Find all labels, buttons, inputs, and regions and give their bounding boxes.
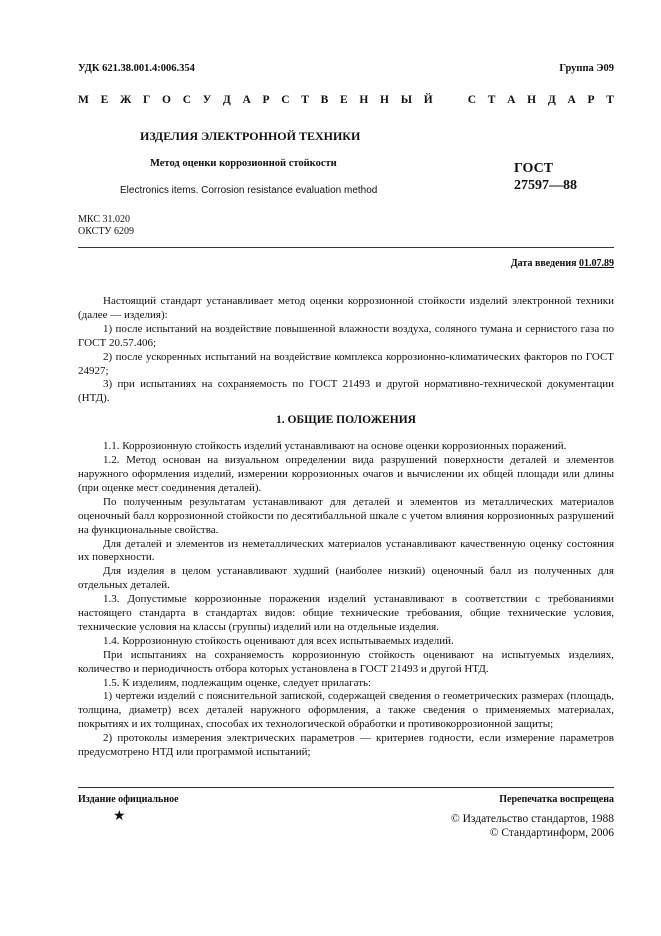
copyright-block <box>451 812 614 840</box>
official-edition: Издание официальное <box>78 794 179 805</box>
banner-letter: Й <box>423 94 433 106</box>
banner-letter: Д <box>547 94 556 106</box>
document-title: ИЗДЕЛИЯ ЭЛЕКТРОННОЙ ТЕХНИКИ <box>140 129 361 143</box>
banner-letter: А <box>507 94 516 106</box>
mks-code: МКС 31.020 <box>78 214 130 225</box>
banner-letter: Т <box>487 94 496 106</box>
english-title: Electronics items. Corrosion resistance evaluation method <box>120 185 378 196</box>
document-subtitle: Метод оценки коррозионной стойкости <box>150 158 337 169</box>
banner-letter: М <box>78 94 89 106</box>
section-heading: 1. ОБЩИЕ ПОЛОЖЕНИЯ <box>276 414 416 427</box>
gost-number: 27597—88 <box>514 178 577 193</box>
clause-paragraph: При испытаниях на сохраняемость коррозионную стойкость оценивают на испытуемых изделиях, количество и периодичность отбора которых установлена в ГОСТ 21493 и другой НТД. <box>78 648 614 675</box>
banner-letter: Р <box>262 94 270 106</box>
banner-letter: Т <box>301 94 309 106</box>
group-code: Группа Э09 <box>559 63 614 74</box>
star-icon: ★ <box>113 809 126 824</box>
banner-letter: Н <box>359 94 369 106</box>
clause-paragraph: 1.2. Метод основан на визуальном определении вида разрушений поверхности деталей и элементов наружного оформления изделий, измерении коррозионных очагов и вычислении их общей площади или длины (при оценке мест соединения деталей). <box>78 454 614 494</box>
banner-letter: В <box>320 94 329 106</box>
clause-paragraph: 2) протоколы измерения электрических параметров — критериев годности, если измерение параметров предусмотрено НТД или программой испытаний; <box>78 732 614 759</box>
okstu-code: ОКСТУ 6209 <box>78 226 135 237</box>
reprint-prohibited: Перепечатка воспрещена <box>499 794 614 805</box>
clause-paragraph: 1.3. Допустимые коррозионные поражения изделий устанавливают в соответствии с требованиями настоящего стандарта в стандартах видов: общие технические требования, общие технические условия, технические условия на классы (группы) изделий или на отдельные изделия. <box>78 593 614 633</box>
banner-letter: Ж <box>119 94 132 106</box>
intro-item: 3) при испытаниях на сохраняемость по ГОСТ 21493 и другой нормативно-технической документации (НТД). <box>78 378 614 405</box>
date-label: Дата введения <box>510 258 577 269</box>
classification-codes <box>78 214 134 238</box>
clause-paragraph: 1.4. Коррозионную стойкость оценивают для всех испытываемых изделий. <box>103 634 454 647</box>
udc-code: УДК 621.38.001.4:006.354 <box>78 63 195 74</box>
intro-item: 2) после ускоренных испытаний на воздействие комплекса коррозионно-климатических факторов по ГОСТ 24927; <box>78 350 614 377</box>
clause-paragraph: По полученным результатам устанавливают для деталей и элементов из металлических материалов оценочный балл коррозионной стойкости по десятибалльной шкале с учетом влияния коррозионных разрушений на функциональные свойства. <box>78 495 614 536</box>
gost-designation <box>514 160 577 194</box>
clause-paragraph: Для деталей и элементов из неметаллических материалов устанавливают качественную оценку состояния их поверхности. <box>78 537 614 564</box>
banner-letter: Д <box>222 94 231 106</box>
clause-paragraph: 1.1. Коррозионную стойкость изделий устанавливают на основе оценки коррозионных поражений. <box>103 440 567 453</box>
banner-letter: А <box>567 94 576 106</box>
copyright-line: © Издательство стандартов, 1988 <box>450 813 614 825</box>
interstate-standard-banner <box>78 94 614 106</box>
banner-letter: Е <box>340 94 348 106</box>
banner-letter: С <box>182 94 192 106</box>
banner-letter: С <box>281 94 290 106</box>
banner-letter: Н <box>380 94 389 106</box>
banner-letter: Е <box>100 94 109 106</box>
date-value: 01.07.89 <box>579 258 614 269</box>
intro-item: 1) после испытаний на воздействие повышенной влажности воздуха, соляного тумана и сернистого газа по ГОСТ 20.57.406; <box>78 322 614 349</box>
copyright-line: © Стандартинформ, 2006 <box>489 827 614 839</box>
banner-letter: А <box>242 94 251 106</box>
effective-date <box>511 258 614 269</box>
banner-letter: О <box>162 94 171 106</box>
banner-letter: Н <box>527 94 537 106</box>
banner-letter: Т <box>606 94 614 106</box>
banner-letter: У <box>202 94 212 106</box>
clause-paragraph: 1) чертежи изделий с пояснительной запиской, содержащей сведения о геометрических размерах (площадь, толщина, диаметр) всех деталей наружного оформления, а также сведения о применяемых материалах, покрытиях и их толщинах, способах их технологической обработки и противокоррозионной защиты; <box>78 690 614 731</box>
banner-letter: Г <box>143 94 151 106</box>
header-rule <box>78 247 614 248</box>
gost-label: ГОСТ <box>514 161 554 176</box>
intro-paragraph: Настоящий стандарт устанавливает метод оценки коррозионной стойкости изделий электронной техники (далее — изделия): <box>78 295 614 321</box>
footer-rule <box>78 787 614 788</box>
clause-paragraph: Для изделия в целом устанавливают худший (наиболее низкий) оценочный балл из полученных для отдельных деталей. <box>78 565 614 592</box>
banner-letter: С <box>467 94 477 106</box>
banner-letter: Ы <box>400 94 412 106</box>
clause-paragraph: 1.5. К изделиям, подлежащим оценке, следует прилагать: <box>103 676 372 689</box>
banner-letter: Р <box>587 94 595 106</box>
document-body <box>78 295 614 760</box>
